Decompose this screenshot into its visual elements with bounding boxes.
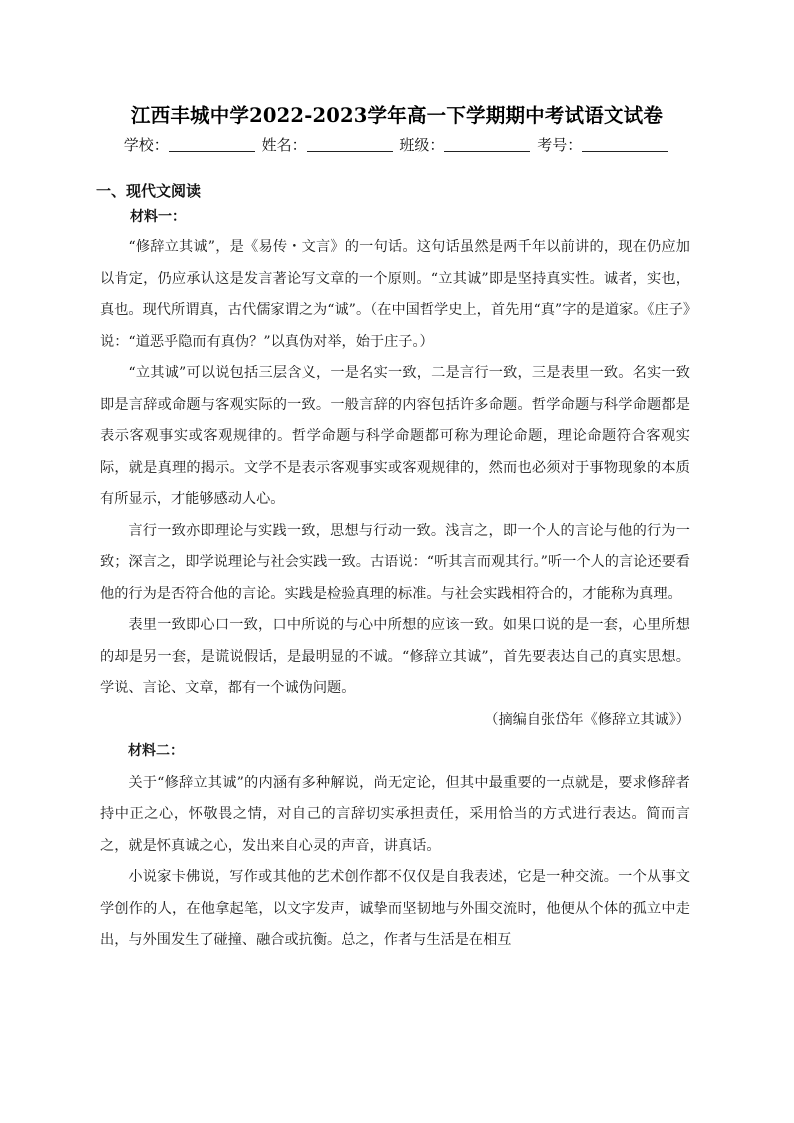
exam-title: 江西丰城中学2022-2023学年高一下学期期中考试语文试卷: [130, 104, 664, 127]
student-info-line: [0, 134, 794, 155]
school-label: 学校：: [123, 136, 169, 154]
material-two-paragraph: 小说家卡佛说，写作或其他的艺术创作都不仅仅是自我表述，它是一种交流。一个从事文学创作的人，在他拿起笔，以文字发声，诚挚而坚韧地与外围交流时，他便从个体的孤立中走出，与外围发生了碰撞、融合或抗衡。总之，作者与生活是在相互: [100, 869, 690, 948]
name-label: 姓名：: [261, 136, 307, 154]
reading-body: [100, 232, 690, 957]
material-one-paragraph: 表里一致即心口一致，口中所说的与心中所想的应该一致。如果口说的是一套，心里所想的却是另一套，是谎说假话，是最明显的不诚。“修辞立其诚”，首先要表达自己的真实思想。学说、言论、文章，都有一个诚伪问题。: [100, 617, 690, 696]
material-one-label: 材料一：: [130, 209, 186, 225]
exam-number-label: 考号：: [537, 136, 583, 154]
material-one-paragraph: 言行一致亦即理论与实践一致，思想与行动一致。浅言之，即一个人的言论与他的行为一致；深言之，即学说理论与社会实践一致。古语说：“听其言而观其行。”听一个人的言论还要看他的行为是否符合他的言论。实践是检验真理的标准。与社会实践相符合的，才能称为真理。: [100, 522, 690, 602]
school-blank[interactable]: [169, 137, 255, 152]
name-blank[interactable]: [307, 137, 393, 152]
exam-number-blank[interactable]: [582, 137, 668, 152]
section-heading: 一、现代文阅读: [96, 182, 202, 200]
material-two-label: 材料二：: [128, 743, 184, 759]
material-one-paragraph: “修辞立其诚”，是《易传・文言》的一句话。这句话虽然是两千年以前讲的，现在仍应加以肯定，仍应承认这是发言著论写文章的一个原则。“立其诚”即是坚持真实性。诚者，实也，真也。现代所谓真，古代儒家谓之为“诚”。（在中国哲学史上，首先用“真”字的是道家。《庄子》说：“道恶乎隐而有真伪？”以真伪对举，始于庄子。）: [100, 239, 690, 350]
material-one-paragraph: “立其诚”可以说包括三层含义，一是名实一致，二是言行一致，三是表里一致。名实一致即是言辞或命题与客观实际的一致。一般言辞的内容包括许多命题。哲学命题与科学命题都是表示客观事实或客观规律的。哲学命题与科学命题都可称为理论命题，理论命题符合客观实际，就是真理的揭示。文学不是表示客观事实或客观规律的，然而也必须对于事物现象的本质有所显示，才能够感动人心。: [100, 365, 690, 507]
class-label: 班级：: [399, 136, 445, 154]
material-one-source: （摘编自张岱年《修辞立其诚》）: [484, 711, 690, 728]
material-two-paragraph: 关于“修辞立其诚”的内涵有多种解说，尚无定论，但其中最重要的一点就是，要求修辞者持中正之心，怀敬畏之情，对自己的言辞切实承担责任，采用恰当的方式进行表达。简而言之，就是怀真诚之心，发出来自心灵的声音，讲真话。: [100, 774, 690, 854]
class-blank[interactable]: [444, 137, 530, 152]
